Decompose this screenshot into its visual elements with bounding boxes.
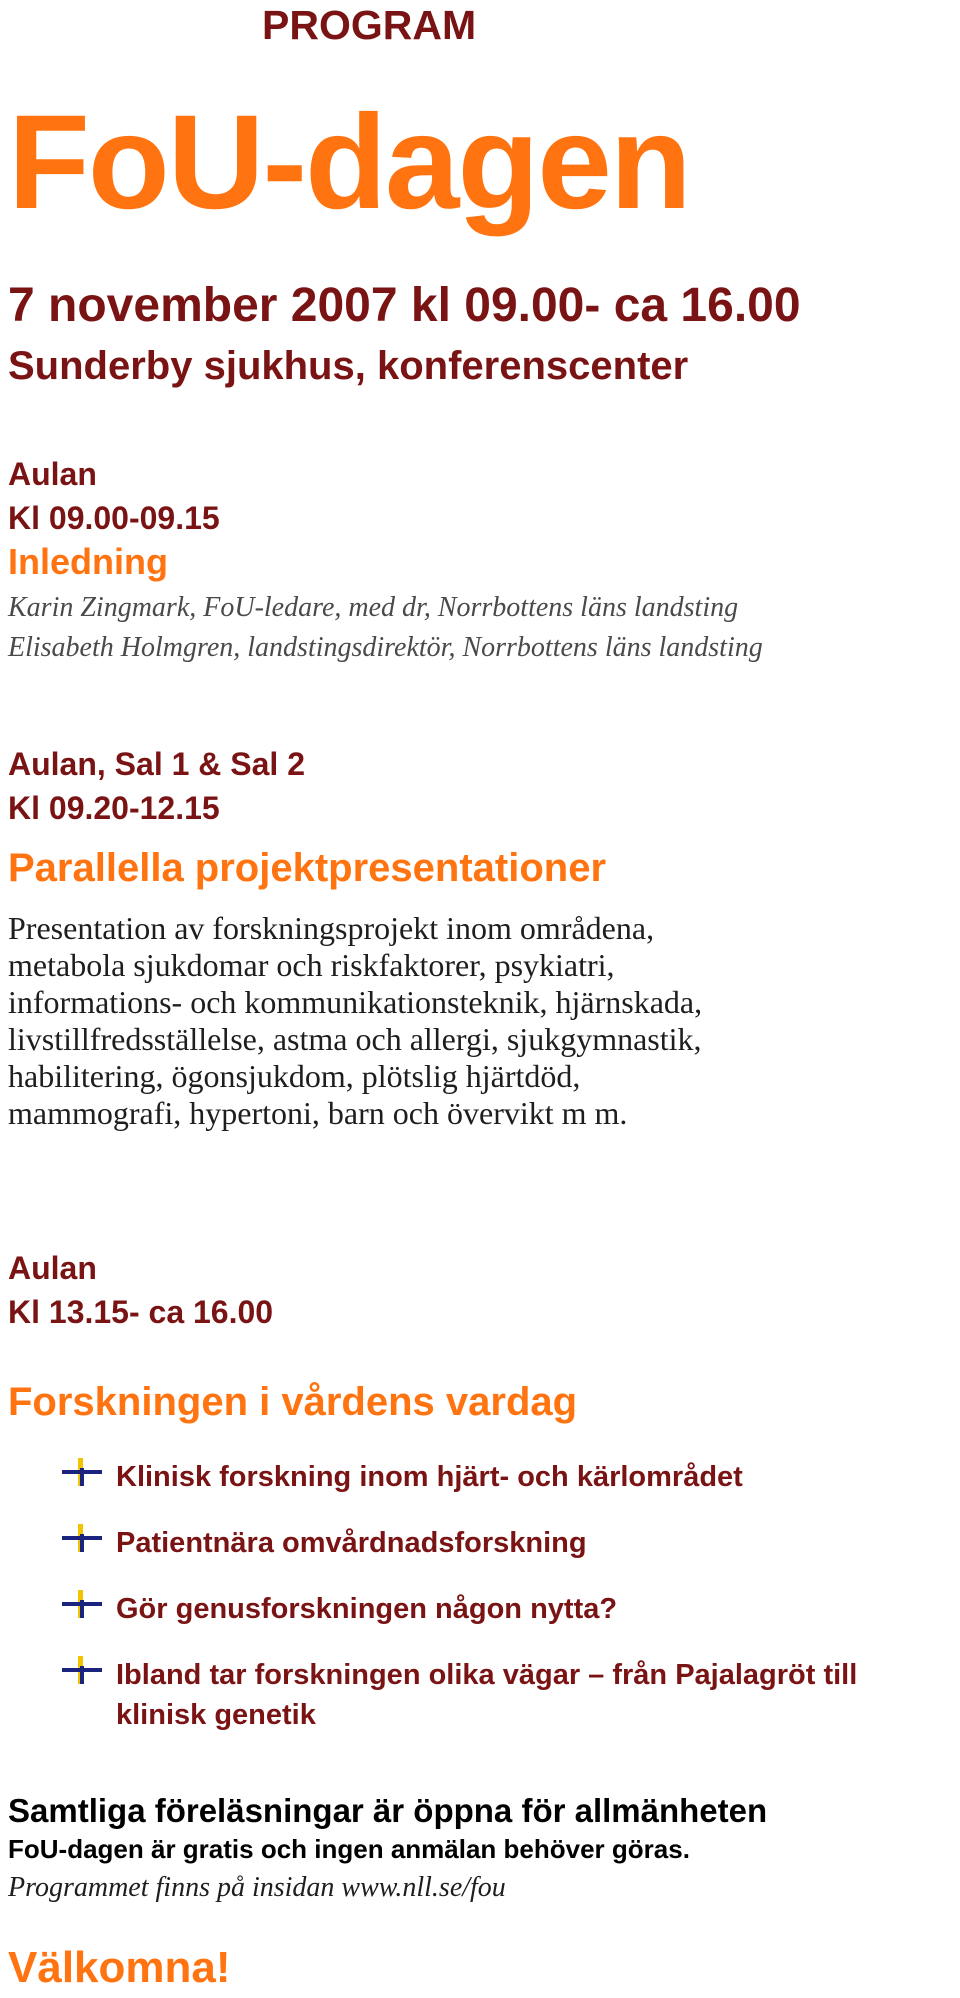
session2-time: Kl 09.20-12.15 xyxy=(8,790,220,826)
session3-room: Aulan xyxy=(8,1250,97,1286)
session1-speaker-2: Elisabeth Holmgren, landstingsdirektör, Norrbottens läns landsting xyxy=(8,632,763,663)
cross-bullet-icon xyxy=(62,1590,102,1618)
session3-item-4-line-2: klinisk genetik xyxy=(116,1699,316,1731)
session3-time: Kl 13.15- ca 16.00 xyxy=(8,1294,274,1330)
welcome-text: Välkomna! xyxy=(8,1943,231,1992)
description-line: Presentation av forskningsprojekt inom områdena, xyxy=(8,910,655,946)
session3-item-2: Patientnära omvårdnadsforskning xyxy=(116,1527,587,1559)
description-line: livstillfredsställelse, astma och allergi, sjukgymnastik, xyxy=(8,1021,702,1057)
session2-room: Aulan, Sal 1 & Sal 2 xyxy=(8,746,305,782)
free-admission-notice: FoU-dagen är gratis och ingen anmälan behöver göras. xyxy=(8,1834,690,1864)
session3-item-1: Klinisk forskning inom hjärt- och kärlområdet xyxy=(116,1461,743,1493)
cross-bullet-icon xyxy=(62,1656,102,1684)
session1-heading: Inledning xyxy=(8,541,168,582)
event-place: Sunderby sjukhus, konferenscenter xyxy=(8,344,689,388)
session2-description xyxy=(8,910,948,1132)
program-label: PROGRAM xyxy=(262,2,477,48)
description-line: habilitering, ögonsjukdom, plötslig hjärtdöd, xyxy=(8,1058,581,1094)
session1-speaker-1: Karin Zingmark, FoU-ledare, med dr, Norrbottens läns landsting xyxy=(8,592,739,623)
description-line: informations- och kommunikationsteknik, hjärnskada, xyxy=(8,984,703,1020)
cross-bullet-icon xyxy=(62,1524,102,1552)
description-line: mammografi, hypertoni, barn och övervikt m m. xyxy=(8,1095,628,1131)
session1-time: Kl 09.00-09.15 xyxy=(8,500,220,536)
session3-item-3: Gör genusforskningen någon nytta? xyxy=(116,1593,618,1625)
description-line: metabola sjukdomar och riskfaktorer, psykiatri, xyxy=(8,947,615,983)
page-title: FoU-dagen xyxy=(8,88,690,237)
cross-bullet-icon xyxy=(62,1458,102,1486)
session3-item-4-line-1: Ibland tar forskningen olika vägar – från Pajalagröt till xyxy=(116,1659,858,1691)
open-lectures-notice: Samtliga föreläsningar är öppna för allmänheten xyxy=(8,1792,768,1829)
program-url-text: Programmet finns på insidan www.nll.se/fou xyxy=(8,1872,506,1903)
session3-heading: Forskningen i vårdens vardag xyxy=(8,1380,578,1424)
event-date: 7 november 2007 kl 09.00- ca 16.00 xyxy=(8,279,801,332)
session1-room: Aulan xyxy=(8,456,97,492)
session2-heading: Parallella projektpresentationer xyxy=(8,846,607,890)
